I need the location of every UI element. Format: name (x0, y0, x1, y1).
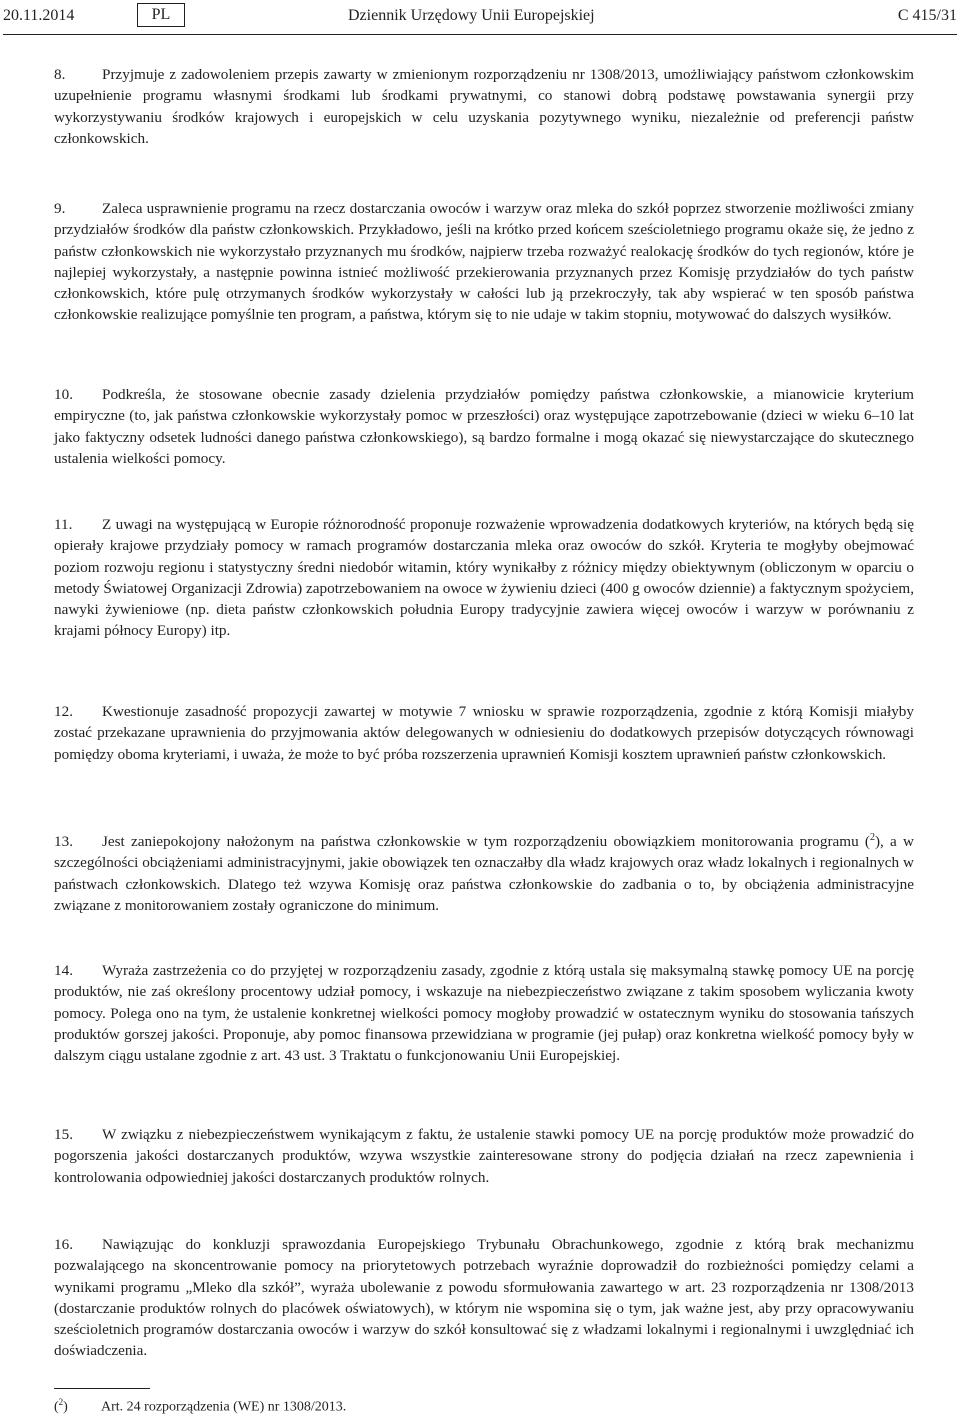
page-reference: C 415/31 (897, 7, 957, 24)
paragraph-text: Wyraża zastrzeżenia co do przyjętej w rozporządzeniu zasady, zgodnie z którą ustala się maksymalną stawkę pomocy UE na porcję produktów, nie zaś określony procentowy udział pomocy, i wskazuje na niebezpieczeństwo związane z takim sposobem wyliczania kwoty pomocy. Polega ono na tym, że ustalenie konkretnej wielkości pomocy mogłoby prowadzić w ostatecznym wyniku do stosowania tańszych produktów gorszej jakości. Proponuje, aby pomoc finansowa przewidziana w programie (jej pułap) oraz konkretna wielkość pomocy były w dalszym ciągu ustalane zgodnie z art. 43 ust. 3 Traktatu o funkcjonowaniu Unii Europejskiej. (54, 962, 914, 1065)
paragraph-text: Podkreśla, że stosowane obecnie zasady dzielenia przydziałów pomiędzy państwa członkowskie, a mianowicie kryterium empiryczne (to, jak państwa członkowskie wykorzystały pomoc w przeszłości) oraz występujące zapotrzebowanie (dzieci w wieku 6–10 lat jako faktyczny odsetek ludności danego państwa członkowskiego), są bardzo formalne i mogą okazać się niewystarczające do skutecznego ustalenia wielkości pomocy. (54, 386, 914, 467)
footnote-2 (54, 1397, 346, 1416)
paragraph-text-before-footnote: Jest zaniepokojony nałożonym na państwa członkowskie w tym rozporządzeniu obowiązkiem monitorowania programu ( (102, 833, 870, 850)
footnote-divider (54, 1388, 150, 1389)
paragraph-number: 9. (54, 200, 66, 217)
paragraph-text: Nawiązując do konkluzji sprawozdania Europejskiego Trybunału Obrachunkowego, zgodnie z którą brak mechanizmu pozwalającego na skoncentrowanie pomocy na priorytetowych potrzebach wyraźnie doprowadził do rozbieżności pomiędzy celami a wynikami programu „Mleko dla szkół”, wyraża ubolewanie z powodu sformułowania zawartego w art. 23 rozporządzenia nr 1308/2013 (dostarczanie produktów rolnych do placówek oświatowych), w którym nie wspomina się o tym, jak ważne jest, aby przy opracowywaniu sześcioletnich programów dostarczania owoców i warzyw do szkół konsultować się z władzami lokalnymi i regionalnymi i uwzględniać ich doświadczenia. (54, 1236, 914, 1360)
journal-title: Dziennik Urzędowy Unii Europejskiej (348, 7, 595, 24)
paragraph-text: Przyjmuje z zadowoleniem przepis zawarty w zmienionym rozporządzeniu nr 1308/2013, umożliwiający państwom członkowskim uzupełnienie programu własnymi środkami lub środkami prywatnymi, co stanowi dobrą podstawę powstawania synergii przy wykorzystywaniu środków krajowych i europejskich w celu uzyskania pozytywnego wyniku, niezależnie od preferencji państw członkowskich. (54, 66, 914, 147)
paragraph-number: 12. (54, 703, 73, 720)
paragraph-14 (54, 960, 914, 1066)
paragraph-text: W związku z niebezpieczeństwem wynikającym z faktu, że ustalenie stawki pomocy UE na porcję produktów może prowadzić do pogorszenia jakości dostarczanych produktów, wzywa wszystkie zainteresowane strony do podjęcia działań na rzecz zapewnienia i kontrolowania odpowiedniej jakości dostarczanych produktów rolnych. (54, 1126, 914, 1186)
language-badge: PL (137, 3, 185, 27)
paragraph-number: 8. (54, 66, 66, 83)
paragraph-text: Zaleca usprawnienie programu na rzecz dostarczania owoców i warzyw oraz mleka do szkół poprzez stworzenie możliwości zmiany przydziałów środków dla państw członkowskich. Przykładowo, jeśli na krótko przed końcem sześcioletniego programu okaże się, że jedno z państw członkowskich nie wykorzystało przyznanych mu środków, najpierw trzeba rozważyć realokację środków do tych regionów, które je najlepiej wykorzystały, a następnie powinna istnieć możliwość przekierowania przyznanych przez Komisję przydziałów do tych państw członkowskich, które pulę otrzymanych środków wykorzystały w całości lub ją przekroczyły, tak aby wspierać w ten sposób państwa członkowskie realizujące pomyślnie ten program, a państwa, którym się to nie udaje w takim stopniu, motywować do dalszych wysiłków. (54, 200, 914, 324)
paragraph-number: 11. (54, 516, 73, 533)
paragraph-9 (54, 198, 914, 326)
paragraph-13 (54, 831, 914, 916)
publication-date: 20.11.2014 (3, 7, 75, 24)
paragraph-number: 15. (54, 1126, 73, 1143)
header-divider (3, 34, 957, 35)
paragraph-8 (54, 64, 914, 149)
footnote-text: Art. 24 rozporządzenia (WE) nr 1308/2013. (101, 1399, 347, 1415)
page-header (3, 0, 957, 36)
paragraph-12 (54, 701, 914, 765)
paragraph-number: 14. (54, 962, 73, 979)
paragraph-text: Z uwagi na występującą w Europie różnorodność proponuje rozważenie wprowadzenia dodatkowych kryteriów, na których będą się opierały krajowe przydziały pomocy w ramach programów dostarczania mleka oraz owoców do szkół. Kryteria te mogłyby obejmować poziom rozwoju regionu i statystyczny średni niedobór witamin, który wynikałby z różnicy między obiektywnym (obliczonym w oparciu o metody Światowej Organizacji Zdrowia) zapotrzebowaniem na owoce w żywieniu dzieci (400 g owoców dziennie) a faktycznym spożyciem, nawyki żywieniowe (np. dieta państw członkowskich południa Europy tradycyjnie zawiera więcej owoców i warzyw w porównaniu z krajami północy Europy) itp. (54, 516, 914, 640)
paragraph-11 (54, 514, 914, 642)
paragraph-number: 10. (54, 386, 73, 403)
footnote-reference[interactable]: 2 (869, 831, 875, 843)
paragraph-number: 16. (54, 1236, 73, 1253)
paragraph-15 (54, 1124, 914, 1188)
footnote-marker: ($^2$) (54, 1397, 68, 1415)
paragraph-16 (54, 1234, 914, 1362)
paragraph-text-after-footnote: ), a w szczególności obciążeniami administracyjnymi, jakie obowiązek ten oznaczałby dla władz krajowych oraz władz lokalnych i regionalnych w państwach członkowskich. Dlatego też wzywa Komisję oraz państwa członkowskie do zadbania o to, by obciążenia administracyjne związane z monitorowaniem zostały ograniczone do minimum. (54, 833, 914, 914)
paragraph-number: 13. (54, 833, 73, 850)
paragraph-10 (54, 384, 914, 469)
paragraph-text: Kwestionuje zasadność propozycji zawartej w motywie 7 wniosku w sprawie rozporządzenia, zgodnie z którą Komisji miałyby zostać przekazane uprawnienia do przyjmowania aktów delegowanych w odniesieniu do dodatkowych przepisów dotyczących równowagi pomiędzy oboma kryteriami, i uważa, że może to być próba rozszerzenia uprawnień Komisji kosztem uprawnień państw członkowskich. (54, 703, 914, 763)
